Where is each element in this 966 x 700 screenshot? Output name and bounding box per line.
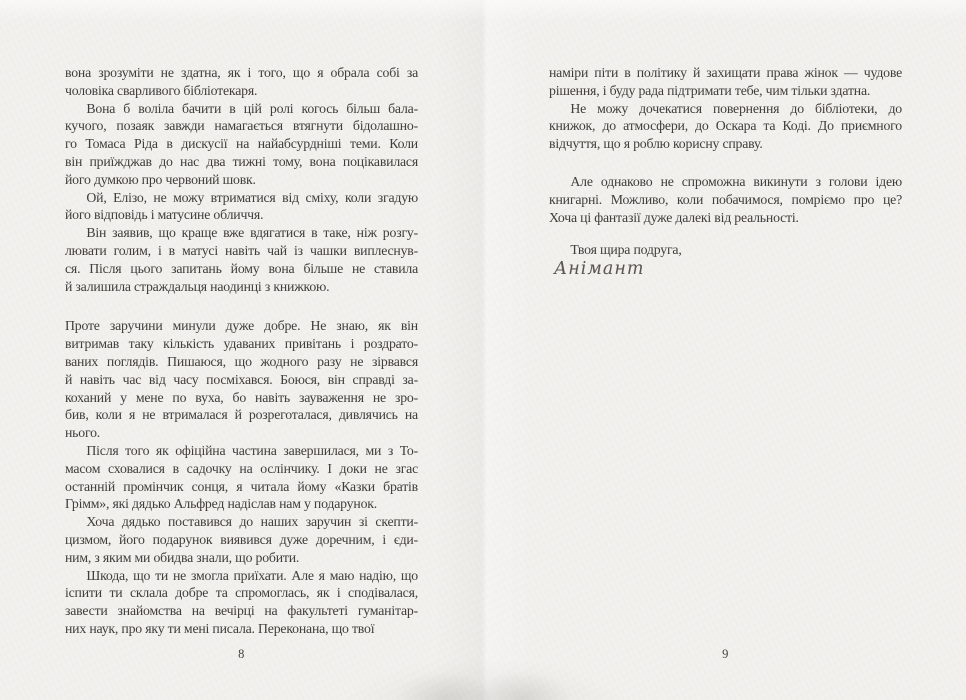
signature-text-line: Анімант	[554, 259, 645, 280]
text-line: Але однаково не спроможна викинути з голови ідею	[570, 173, 902, 189]
text-line: лювати голим, і в матусі навіть чай із чашки виплеснув-	[65, 242, 418, 258]
letter-section	[65, 317, 418, 637]
paragraph	[65, 224, 418, 295]
text-line: коханий у мене по вуха, бо навіть зауваження не зро-	[65, 389, 418, 405]
text-line: останній промінчик сонця, я читала йому «Казки братів	[65, 478, 418, 494]
paragraph	[549, 64, 902, 100]
text-line: відчуття, що я роблю корисну справу.	[549, 136, 763, 152]
text-line: го Томаса Ріда в дискусії на найабсурдніші теми. Коли	[65, 136, 418, 152]
text-line: Не можу дочекатися повернення до бібліотеки, до	[570, 100, 902, 116]
text-line: ваних поглядів. Пишаюся, що жодного разу не зірвався	[65, 353, 418, 369]
text-line: цизмом, його подарунок виявився дуже доречним, і єди-	[65, 531, 418, 547]
text-line: Хоча ці фантазії дуже далекі від реальності.	[549, 209, 799, 225]
text-line: його думкою про червоний шовк.	[65, 171, 256, 187]
text-line: Проте заручини минули дуже добре. Не знаю, як він	[65, 318, 418, 334]
letter-section	[549, 64, 902, 153]
paragraph	[549, 100, 902, 153]
text-line: Ой, Елізо, не можу втриматися від сміху, коли згадую	[86, 189, 418, 205]
text-line: й залишила страждальця наодинці з книжкою.	[65, 278, 330, 294]
text-line: масом сховалися в садочку на ослінчику. І доки не згас	[65, 460, 418, 476]
text-line: витримав таку кількість удаваних привітань і роздрато-	[65, 336, 418, 352]
letter-closing-section	[549, 241, 902, 280]
text-line: книгарні. Можливо, коли побачимося, помріємо про це?	[549, 191, 902, 207]
text-line: ся. Після цього запитань йому вона більше не ставила	[65, 260, 418, 276]
paragraph	[549, 241, 902, 259]
page-number-left: 8	[238, 647, 245, 661]
signature	[549, 259, 902, 280]
text-line: він приїжджав до нас два тижні тому, вона поцікавилася	[65, 153, 418, 169]
text-line: Твоя щира подруга,	[570, 242, 682, 258]
paragraph	[65, 317, 418, 442]
text-line: ним, з яким ми обидва знали, що робити.	[65, 549, 300, 565]
page-number-right: 9	[722, 647, 729, 661]
paragraph	[65, 513, 418, 566]
text-line: них наук, про яку ти мені писала. Переконана, що твої	[65, 620, 375, 636]
text-line: й навіть час від часу посміхався. Боюся, він справді за-	[65, 371, 418, 387]
letter-section	[549, 173, 902, 226]
letter-section	[65, 64, 418, 295]
text-line: Грімм», які дядько Альфред надіслав нам у подарунок.	[65, 496, 378, 512]
text-line: чоловіка сварливого бібліотекаря.	[65, 82, 258, 98]
text-line: кучого, позаяк завжди намагається втягнути бідолашно-	[65, 118, 418, 134]
text-line: його відповідь і матусине обличчя.	[65, 207, 264, 223]
text-line: рішення, і буду рада підтримати тебе, чим тільки здатна.	[549, 82, 871, 98]
paragraph	[549, 173, 902, 226]
page-right-text-column	[549, 64, 902, 280]
paragraph	[65, 64, 418, 100]
page-left-text-column	[65, 64, 418, 638]
paragraph	[65, 567, 418, 638]
text-line: вона зрозуміти не здатна, як і того, що я обрала собі за	[65, 65, 418, 80]
paragraph	[65, 100, 418, 189]
text-line: бив, коли я не втрималася й розреготалася, дивлячись на	[65, 407, 418, 423]
text-line: Він заявив, що краще вже вдягатися в таке, ніж розгу-	[86, 225, 418, 241]
text-line: Шкода, що ти не змогла приїхати. Але я маю надію, що	[86, 567, 418, 583]
text-line: завести знайомства на вечірці на факультеті гуманітар-	[65, 603, 418, 619]
text-line: Вона б воліла бачити в цій ролі когось більш бала-	[86, 100, 418, 116]
text-line: книжок, до атмосфери, до Оскара та Коді. До приємного	[549, 118, 902, 134]
text-line: Хоча дядько поставився до наших заручин зі скепти-	[86, 514, 418, 530]
text-line: нього.	[65, 425, 101, 441]
text-line: іспити ти склала добре та спромоглась, як і сподівалася,	[65, 585, 418, 601]
paragraph	[65, 442, 418, 513]
text-line: Після того як офіційна частина завершилася, ми з То-	[86, 442, 418, 458]
paragraph	[65, 189, 418, 225]
text-line: наміри піти в політику й захищати права жінок — чудове	[549, 65, 902, 80]
